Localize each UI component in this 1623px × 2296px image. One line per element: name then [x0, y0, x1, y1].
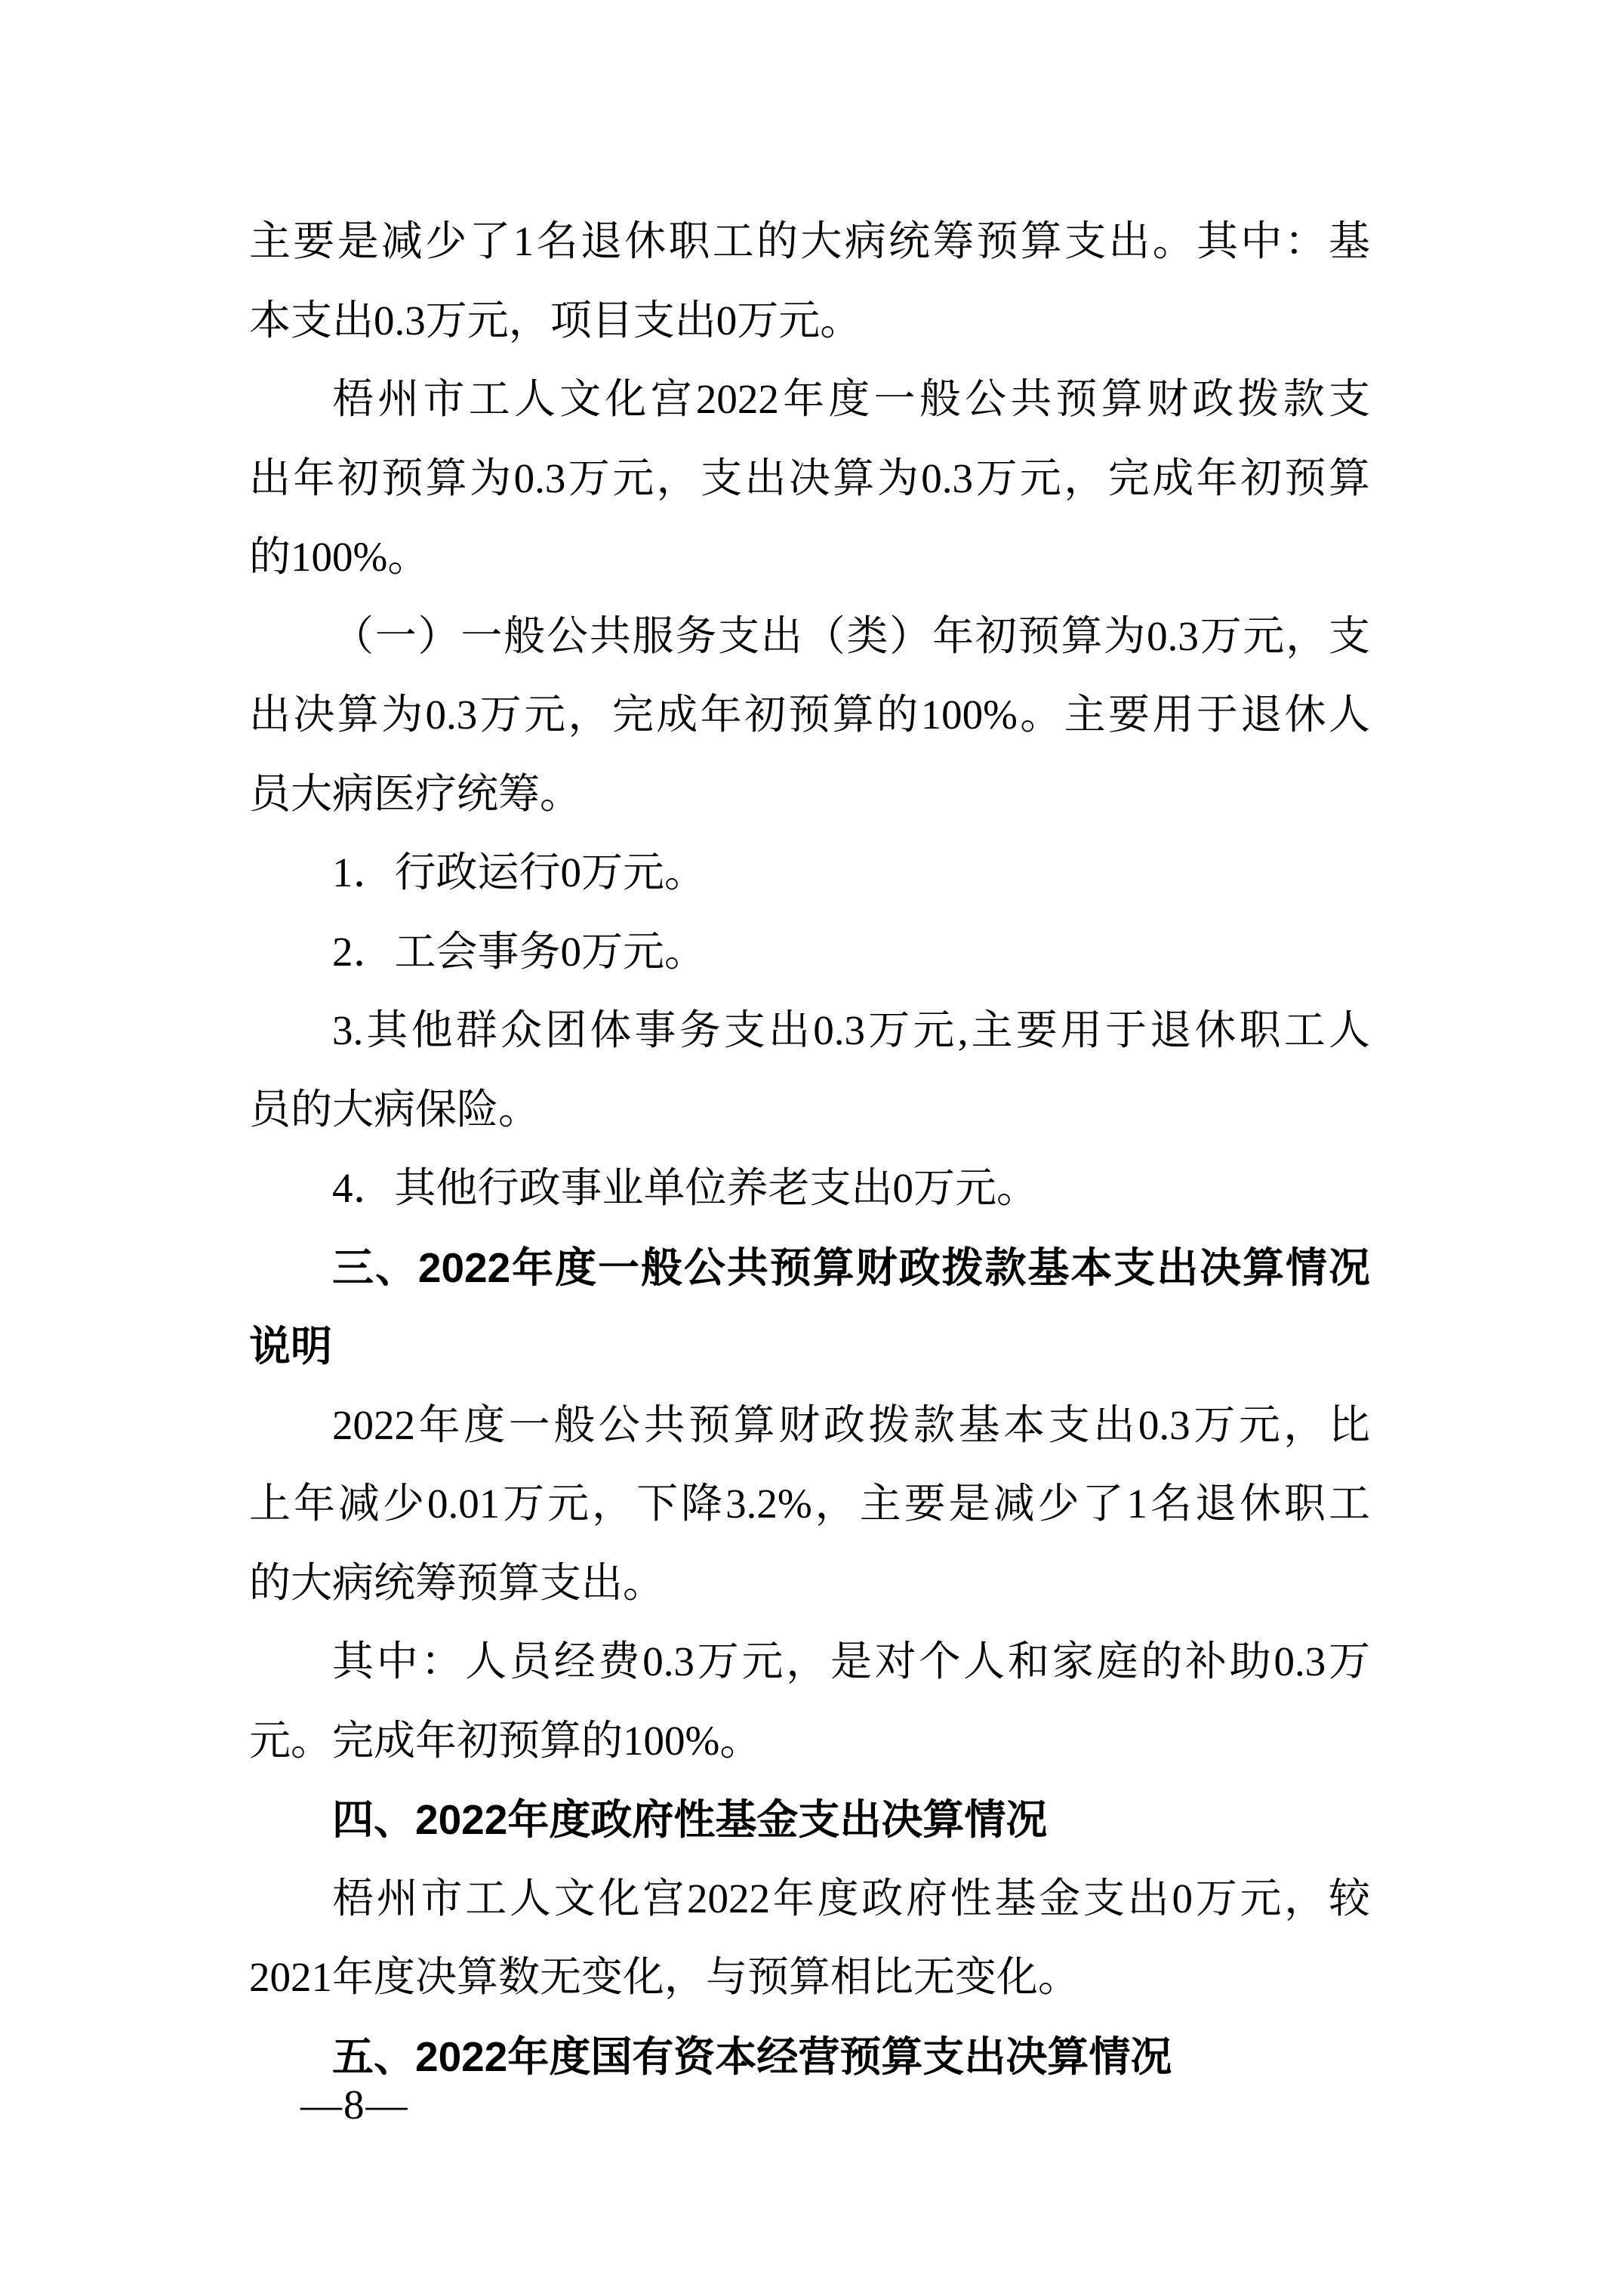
text-line: 梧州市工人文化宫2022年度一般公共预算财政拨款支 [332, 376, 1370, 422]
text-line: 的大病统筹预算支出。 [249, 1559, 665, 1606]
text-line: 梧州市工人文化宫2022年度政府性基金支出0万元，较 [332, 1875, 1370, 1922]
text-line: 出决算为0.3万元，完成年初预算的100%。主要用于退休人 [249, 692, 1370, 738]
section-heading-4-line: 四、2022年度政府性基金支出决算情况 [332, 1796, 1048, 1843]
text-line: 2021年度决算数无变化，与预算相比无变化。 [249, 1954, 1080, 2000]
list-item-line: 2．工会事务0万元。 [332, 928, 707, 975]
text-line: 其中：人员经费0.3万元，是对个人和家庭的补助0.3万 [332, 1638, 1370, 1684]
list-item-line: 3.其他群众团体事务支出0.3万元,主要用于退休职工人 [332, 1007, 1370, 1053]
list-item-line: 4．其他行政事业单位养老支出0万元。 [332, 1165, 1039, 1211]
section-heading-5-line: 五、2022年度国有资本经营预算支出决算情况 [332, 2032, 1172, 2080]
text-line: 上年减少0.01万元，下降3.2%，主要是减少了1名退休职工 [249, 1481, 1370, 1527]
text-line: 2022年度一般公共预算财政拨款基本支出0.3万元，比 [332, 1401, 1370, 1448]
text-line: 员大病医疗统筹。 [249, 770, 582, 817]
section-heading-3-line: 三、2022年度一般公共预算财政拨款基本支出决算情况 [332, 1244, 1370, 1291]
text-line: 本支出0.3万元，项目支出0万元。 [249, 297, 862, 344]
list-item-line: 1．行政运行0万元。 [332, 849, 707, 895]
section-heading-3-line: 说明 [249, 1323, 333, 1370]
document-body [249, 202, 1370, 2096]
text-line: 出年初预算为0.3万元，支出决算为0.3万元，完成年初预算 [249, 455, 1370, 501]
text-line: 的100%。 [249, 534, 430, 580]
text-line: 主要是减少了1名退休职工的大病统筹预算支出。其中：基 [249, 218, 1370, 264]
page-number: —8— [300, 2082, 409, 2128]
text-line: 元。完成年初预算的100%。 [249, 1717, 762, 1764]
text-line: 员的大病保险。 [249, 1086, 540, 1133]
text-line: （一）一般公共服务支出（类）年初预算为0.3万元，支 [332, 612, 1370, 659]
